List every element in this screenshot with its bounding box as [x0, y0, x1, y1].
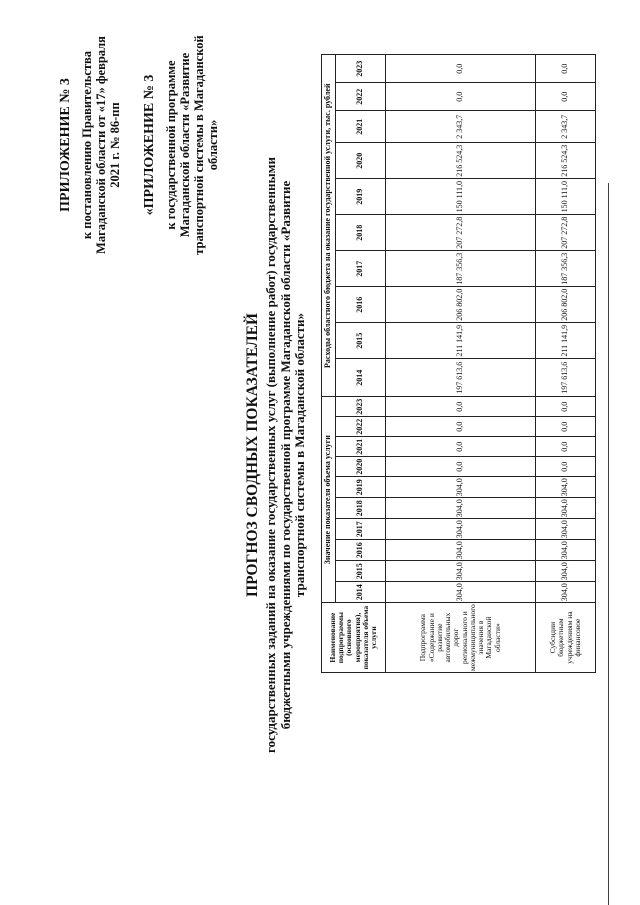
expense-cell: 150 111,0: [536, 179, 596, 215]
years-header-row: [336, 55, 386, 673]
volume-cell: 304,0: [386, 519, 536, 540]
year-volume: 2014: [336, 582, 386, 603]
volume-cell: 304,0: [536, 561, 596, 582]
expense-cell: 206 802,0: [386, 287, 536, 323]
year-volume: 2018: [336, 498, 386, 519]
appendix-resolution: к постановлению Правительства Магаданской области от «17» февраля 2021 г. № 86-пп: [80, 36, 122, 254]
expense-cell: 197 613,6: [386, 359, 536, 397]
expense-cell: 2 343,7: [386, 111, 536, 143]
expense-cell: 216 524,3: [536, 143, 596, 179]
year-expenses: 2018: [336, 215, 386, 251]
volume-cell: 304,0: [386, 498, 536, 519]
expense-cell: 0,0: [536, 55, 596, 83]
year-expenses: 2015: [336, 323, 386, 359]
year-volume: 2015: [336, 561, 386, 582]
row-name: Субсидии бюджетным учреждениям на финансовое: [536, 603, 596, 673]
volume-cell: 304,0: [536, 540, 596, 561]
document-title: ПРОГНОЗ СВОДНЫХ ПОКАЗАТЕЛЕЙ: [244, 313, 261, 597]
year-expenses: 2014: [336, 359, 386, 397]
expense-cell: 187 356,3: [386, 251, 536, 287]
expense-cell: 150 111,0: [386, 179, 536, 215]
volume-cell: 304,0: [536, 498, 596, 519]
volume-cell: 0,0: [536, 417, 596, 437]
volume-cell: 304,0: [386, 477, 536, 498]
year-volume: 2016: [336, 540, 386, 561]
year-volume: 2022: [336, 417, 386, 437]
expense-cell: 187 356,3: [536, 251, 596, 287]
group-header-expenses: Расходы областного бюджета на оказание государственной услуги, тыс. рублей: [322, 55, 336, 397]
volume-cell: 0,0: [386, 457, 536, 477]
year-volume: 2023: [336, 397, 386, 417]
appendix-heading-quoted: «ПРИЛОЖЕНИЕ № 3: [142, 74, 157, 216]
volume-cell: 304,0: [536, 582, 596, 603]
volume-cell: 0,0: [536, 457, 596, 477]
volume-cell: 304,0: [386, 540, 536, 561]
table-row: [536, 55, 596, 673]
appendix-program: к государственной программе Магаданской области «Развитие транспортной системы в Магаданской области»: [164, 35, 220, 255]
table-row: [386, 55, 536, 673]
group-header-volume: Значение показателя объема услуги: [322, 397, 336, 603]
expense-cell: 2 343,7: [536, 111, 596, 143]
expense-cell: 206 802,0: [536, 287, 596, 323]
volume-cell: 0,0: [536, 437, 596, 457]
year-expenses: 2017: [336, 251, 386, 287]
col-header-name: Наименование подпрограммы (основного мероприятия), показателя объема услуги: [322, 603, 386, 673]
year-volume: 2019: [336, 477, 386, 498]
volume-cell: 0,0: [386, 437, 536, 457]
volume-cell: 0,0: [536, 397, 596, 417]
year-volume: 2020: [336, 457, 386, 477]
year-expenses: 2016: [336, 287, 386, 323]
year-expenses: 2021: [336, 111, 386, 143]
volume-cell: 0,0: [386, 417, 536, 437]
volume-cell: 304,0: [386, 561, 536, 582]
expense-cell: 207 272,8: [536, 215, 596, 251]
expense-cell: 211 141,9: [386, 323, 536, 359]
volume-cell: 304,0: [536, 519, 596, 540]
appendix-heading: ПРИЛОЖЕНИЕ № 3: [58, 78, 73, 212]
row-name: Подпрограмма «Содержание и развитие автомобильных дорог регионального и межмуниципального значения в Магаданской области»: [386, 603, 536, 673]
year-expenses: 2020: [336, 143, 386, 179]
expense-cell: 207 272,8: [386, 215, 536, 251]
volume-cell: 304,0: [536, 477, 596, 498]
expense-cell: 211 141,9: [536, 323, 596, 359]
volume-cell: 0,0: [386, 397, 536, 417]
year-expenses: 2023: [336, 55, 386, 83]
year-expenses: 2022: [336, 83, 386, 111]
expense-cell: 0,0: [386, 55, 536, 83]
year-volume: 2017: [336, 519, 386, 540]
indicators-table: [321, 54, 596, 673]
document-subtitle: государственных заданий на оказание государственных услуг (выполнение работ) государственными бюджетными учреждениями по государственной программе Магаданской области «Развитие транспортной системы в Магаданской области»: [263, 157, 308, 753]
year-expenses: 2019: [336, 179, 386, 215]
expense-cell: 197 613,6: [536, 359, 596, 397]
expense-cell: 0,0: [536, 83, 596, 111]
expense-cell: 0,0: [386, 83, 536, 111]
expense-cell: 216 524,3: [386, 143, 536, 179]
year-volume: 2021: [336, 437, 386, 457]
volume-cell: 304,0: [386, 582, 536, 603]
